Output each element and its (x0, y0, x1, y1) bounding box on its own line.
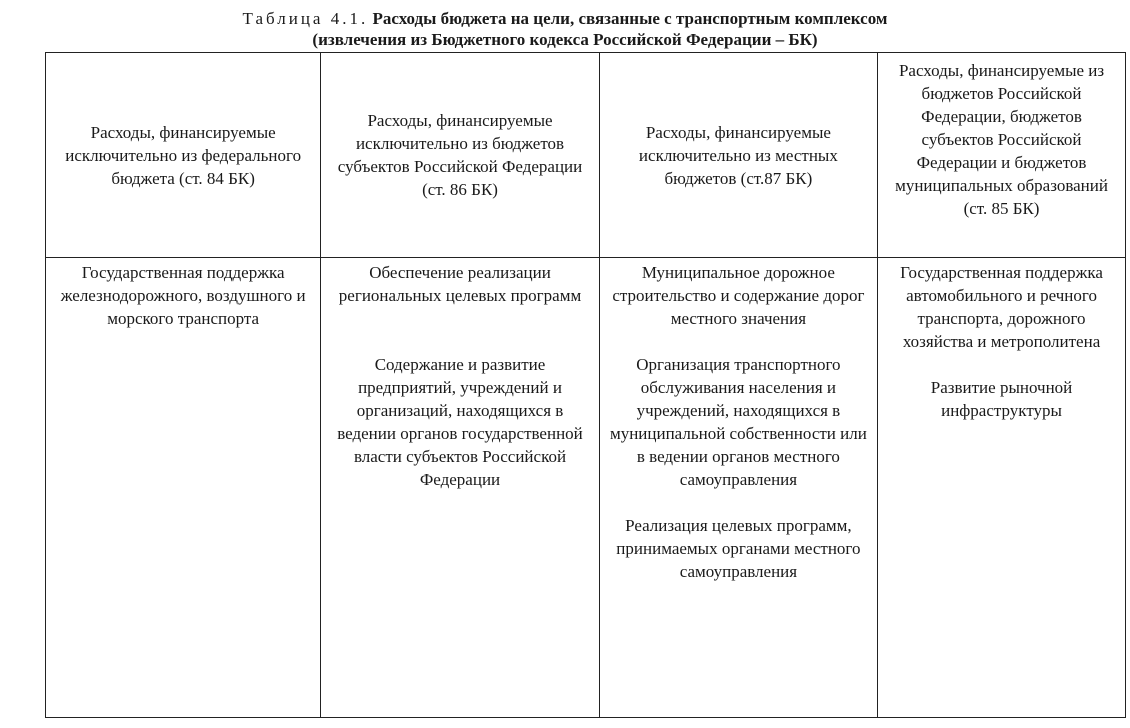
list-item: Муниципальное дорожное строительство и содержание дорог местного значения (612, 263, 865, 328)
header-regional: Расходы, финансируемые исключительно из бюджетов субъектов Российской Федерации (ст. 86 БК) (321, 53, 599, 258)
table-row (46, 258, 1126, 718)
list-item: Организация транспортного обслуживания населения и учреждений, находящихся в муниципальной собственности или в ведении органов местного самоуправления (609, 355, 867, 489)
list-item: Развитие рыночной инфраструктуры (930, 378, 1073, 420)
table-caption (0, 8, 1130, 50)
list-item: Обеспечение реализации региональных целевых программ (338, 263, 582, 305)
budget-table (45, 52, 1126, 718)
caption-title: Расходы бюджета на цели, связанные с транспортным комплексом (372, 9, 888, 28)
caption-line-1 (0, 8, 1130, 29)
header-federal: Расходы, финансируемые исключительно из федерального бюджета (ст. 84 БК) (46, 53, 321, 258)
header-row (46, 53, 1126, 258)
list-item: Реализация целевых программ, принимаемых органами местного самоуправления (616, 516, 861, 581)
cell-joint (878, 258, 1126, 718)
cell-local (599, 258, 877, 718)
caption-label: Таблица 4.1. (242, 9, 369, 28)
list-item: Государственная поддержка автомобильного и речного транспорта, дорожного хозяйства и метрополитена (900, 263, 1103, 351)
list-item: Государственная поддержка железнодорожного, воздушного и морского транспорта (60, 263, 306, 328)
list-item: Содержание и развитие предприятий, учреждений и организаций, находящихся в ведении органов государственной власти субъектов Российской Федерации (337, 355, 583, 489)
caption-line-2: (извлечения из Бюджетного кодекса Российской Федерации – БК) (312, 30, 818, 49)
cell-federal (46, 258, 321, 718)
cell-regional (321, 258, 599, 718)
header-local: Расходы, финансируемые исключительно из местных бюджетов (ст.87 БК) (599, 53, 877, 258)
header-joint: Расходы, финансируемые из бюджетов Российской Федерации, бюджетов субъектов Российской Федерации и бюджетов муниципальных образований (ст. 85 БК) (878, 53, 1126, 258)
